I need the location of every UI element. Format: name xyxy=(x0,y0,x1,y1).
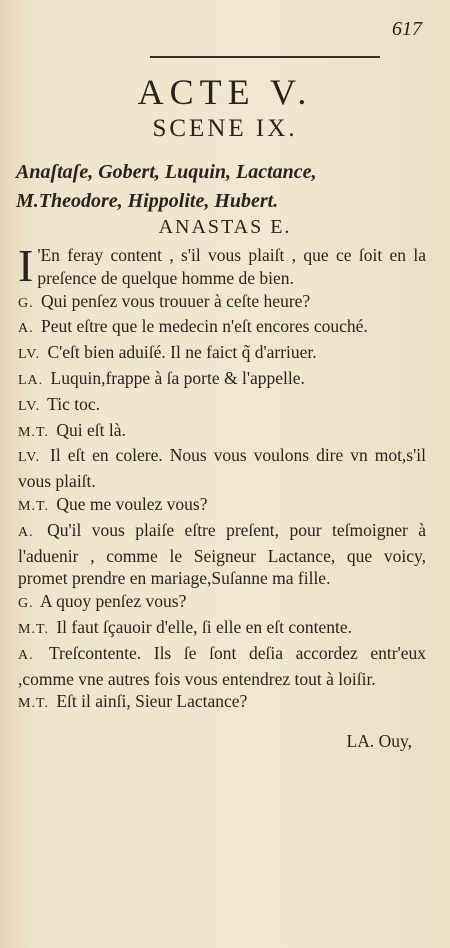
speech xyxy=(18,341,426,367)
cast-line: M.Theodore, Hippolite, Hubert. xyxy=(16,190,279,212)
speech xyxy=(18,240,426,291)
speaker-label: M.T. xyxy=(18,424,49,440)
speaker-label: G. xyxy=(18,295,34,311)
speaker-label: LV. xyxy=(18,398,41,414)
speaker-label: G. xyxy=(18,596,34,612)
page-number: 617 xyxy=(392,18,422,40)
speech-text: Qui penſez vous trouuer à ceſte heure? xyxy=(41,290,311,311)
speech xyxy=(18,616,426,642)
speech xyxy=(18,690,426,716)
speech xyxy=(18,393,426,419)
speech xyxy=(18,315,426,341)
catchword: LA. Ouy, xyxy=(346,731,412,752)
speech-text: Luquin,frappe à ſa porte & l'appelle. xyxy=(50,367,305,388)
speech-text: Il faut ſçauoir d'elle, ſi elle en eſt contente. xyxy=(56,616,353,637)
speech-text: Peut eſtre que le medecin n'eſt encores couché. xyxy=(41,316,368,337)
speech-text: A quoy penſez vous? xyxy=(40,591,187,612)
drop-cap: I xyxy=(18,240,34,291)
speech xyxy=(18,493,426,519)
header-rule xyxy=(150,56,380,58)
first-speaker-heading: ANASTAS E. xyxy=(158,216,292,238)
speech xyxy=(18,590,426,616)
scene-header xyxy=(0,72,450,144)
speech-text: C'eſt bien aduiſé. Il ne faict q̃ d'arriuer. xyxy=(47,342,317,363)
speech-text: Que me voulez vous? xyxy=(56,493,208,514)
speech xyxy=(18,367,426,393)
speech xyxy=(18,419,426,445)
cast-line: Anaſtaſe, Gobert, Luquin, Lactance, xyxy=(16,161,317,183)
cast-list xyxy=(16,158,432,216)
speaker-label: M.T. xyxy=(18,498,49,514)
speech-text: Il eſt en colere. Nous vous voulons dire vn mot,s'il vous plaiſt. xyxy=(18,445,426,492)
speech xyxy=(18,444,426,493)
scene-title: SCENE IX. xyxy=(152,115,298,142)
dialogue-text xyxy=(18,240,426,753)
speech-text: Qui eſt là. xyxy=(56,419,126,440)
speaker-label: M.T. xyxy=(18,621,49,637)
speaker-label: A. xyxy=(18,524,34,540)
speech xyxy=(18,290,426,316)
speaker-label: LV. xyxy=(18,450,41,466)
speaker-label: LV. xyxy=(18,347,41,363)
speaker-label: A. xyxy=(18,321,34,337)
speech xyxy=(18,642,426,691)
speech-text: Tic toc. xyxy=(47,393,100,414)
speech-text: Qu'il vous plaiſe eſtre preſent, pour teſmoigner à l'aduenir , comme le Seigneur Lactance, que voicy, promet prendre en mariage,Suſanne ma fille. xyxy=(18,519,426,589)
act-title: ACTE V. xyxy=(137,72,313,112)
speaker-label: A. xyxy=(18,647,34,663)
speech-text: 'En feray content , s'il vous plaiſt , que ce ſoit en la preſence de quelque homme de bien. xyxy=(37,245,426,288)
speech-text: Eſt il ainſi, Sieur Lactance? xyxy=(56,691,248,712)
speech-text: Treſcontente. Ils ſe ſont deſia accordez entr'eux ,comme vne autres fois vous entendrez tout à loiſir. xyxy=(18,642,426,689)
speaker-label: LA. xyxy=(18,372,44,388)
speaker-label: M.T. xyxy=(18,696,49,712)
speech xyxy=(18,519,426,590)
